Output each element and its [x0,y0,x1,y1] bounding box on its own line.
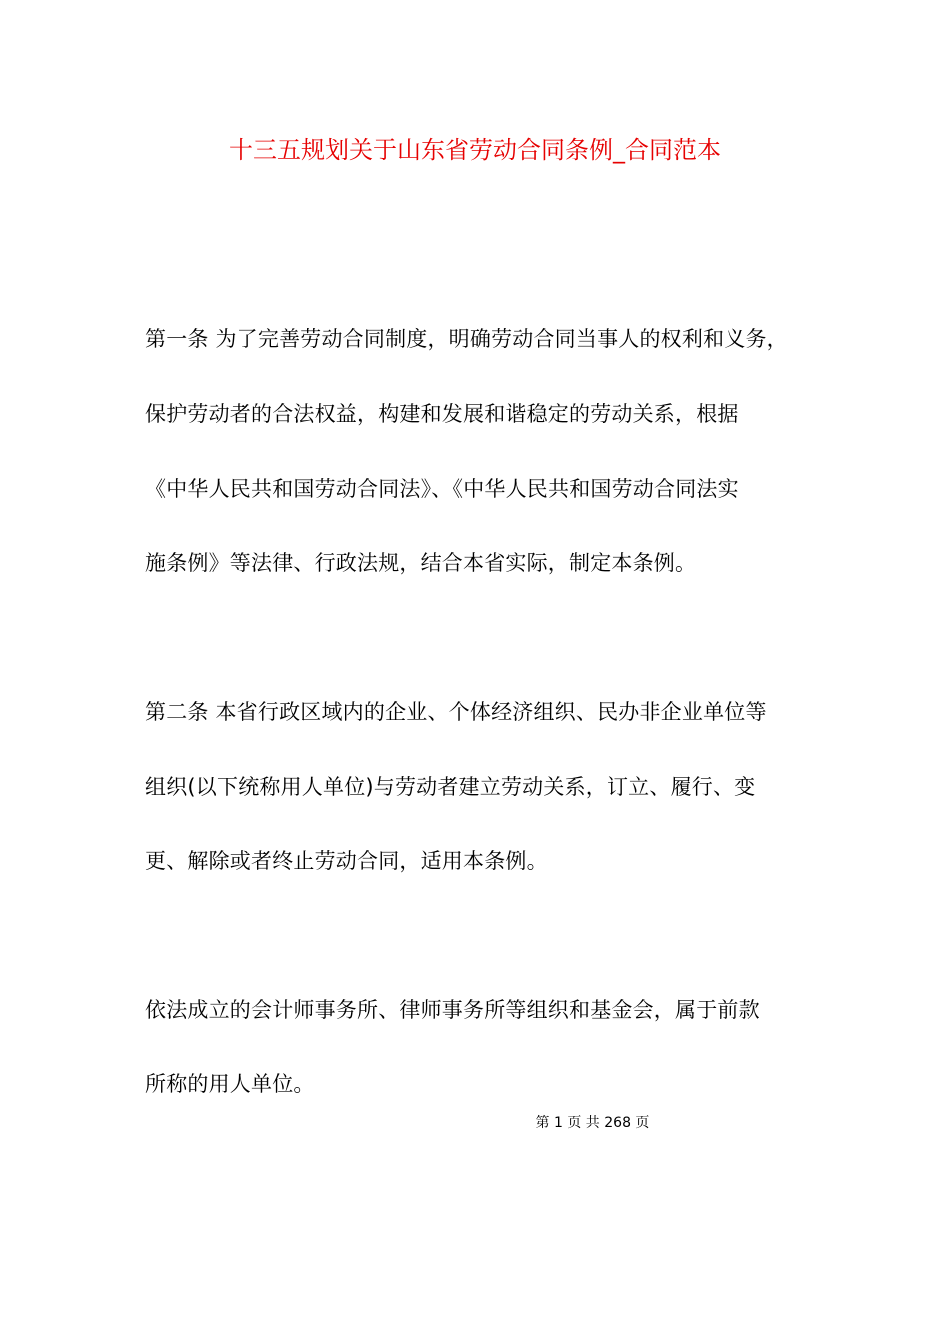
paragraph-line: 施条例》等法律、行政法规，结合本省实际，制定本条例。 [145,551,697,575]
paragraph-line: 所称的用人单位。 [145,1072,315,1096]
paragraph-line: 第一条 为了完善劳动合同制度，明确劳动合同当事人的权利和义务， [145,327,788,351]
paragraph-line: 组织(以下统称用人单位)与劳动者建立劳动关系，订立、履行、变 [145,775,756,799]
document-title: 十三五规划关于山东省劳动合同条例_合同范本 [229,136,721,164]
paragraph-line: 第二条 本省行政区域内的企业、个体经济组织、民办非企业单位等 [145,700,767,724]
paragraph-line: 更、解除或者终止劳动合同，适用本条例。 [145,849,548,873]
paragraph-line: 依法成立的会计师事务所、律师事务所等组织和基金会，属于前款 [145,998,760,1022]
page-number: 第 1 页 共 268 页 [535,1115,650,1131]
paragraph-line: 保护劳动者的合法权益，构建和发展和谐稳定的劳动关系，根据 [145,402,739,426]
paragraph-line: 《中华人民共和国劳动合同法》、《中华人民共和国劳动合同法实 [145,477,739,501]
